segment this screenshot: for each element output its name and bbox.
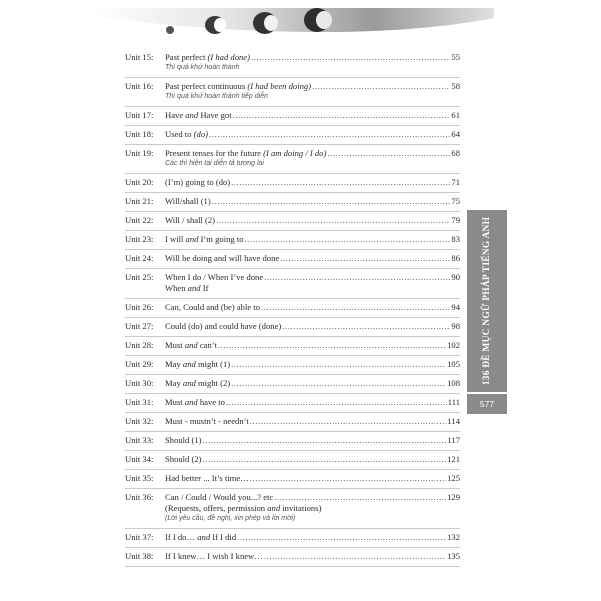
unit-label: Unit 34: [125, 454, 154, 464]
toc-line [125, 397, 460, 408]
toc-line [125, 215, 460, 226]
dot-leader [245, 234, 451, 245]
toc-entry [125, 78, 460, 107]
title-segment: might (1) [195, 359, 231, 369]
unit-title [165, 416, 249, 427]
page-ref: 71 [451, 177, 460, 187]
unit-title [165, 359, 230, 370]
toc-line [125, 551, 460, 562]
title-segment: Will be doing and will have done [165, 253, 280, 263]
page-ref: 111 [447, 397, 460, 407]
toc-line [125, 52, 460, 63]
page-ref: 102 [447, 340, 460, 350]
page-ref: 79 [451, 215, 460, 225]
unit-title [165, 340, 217, 351]
unit-title [165, 253, 279, 264]
toc-entry [125, 356, 460, 375]
toc-line [125, 473, 460, 484]
side-tab-text: 136 ĐỀ MỤC NGỮ PHÁP TIẾNG ANH [482, 216, 492, 386]
dot-leader [250, 416, 447, 427]
title-segment: and [182, 359, 196, 369]
unit-title [165, 272, 263, 283]
title-segment: I’m going to [198, 234, 244, 244]
unit-label: Unit 18: [125, 129, 154, 139]
title-segment: Had better ... It’s time… [165, 473, 249, 483]
dot-leader [261, 302, 450, 313]
dot-leader [282, 321, 450, 332]
page-ref: 94 [451, 302, 460, 312]
toc-entry [125, 212, 460, 231]
page-ref: 114 [447, 416, 460, 426]
toc-entry [125, 337, 460, 356]
subtitle-segment: and [267, 503, 281, 513]
dot-leader [250, 473, 446, 484]
toc-entry [125, 126, 460, 145]
title-segment: May [165, 378, 183, 388]
toc-line [125, 177, 460, 188]
dot-leader [231, 359, 446, 370]
toc-entry [125, 470, 460, 489]
title-segment: (I had done) [207, 52, 250, 62]
toc-line [125, 253, 460, 264]
unit-title [165, 473, 249, 484]
title-segment: and [197, 532, 211, 542]
dot-leader [203, 454, 447, 465]
dot-leader [264, 272, 450, 283]
title-segment: If I did [210, 532, 237, 542]
dot-leader [209, 129, 450, 140]
title-segment: and [185, 234, 199, 244]
toc-line [125, 272, 460, 283]
unit-title [165, 435, 202, 446]
title-segment: have to [197, 397, 225, 407]
dot-leader [218, 340, 446, 351]
decorative-header-banner [92, 8, 494, 38]
title-segment: I will [165, 234, 186, 244]
page-ref: 64 [451, 129, 460, 139]
toc-line [125, 340, 460, 351]
toc-line [125, 129, 460, 140]
unit-title [165, 302, 260, 313]
title-segment: If I do… [165, 532, 198, 542]
toc-entry [125, 451, 460, 470]
toc-entry [125, 250, 460, 269]
unit-label: Unit 25: [125, 272, 154, 282]
toc-line [125, 148, 460, 159]
dot-leader [203, 435, 447, 446]
unit-title [165, 454, 202, 465]
toc-entry [125, 193, 460, 212]
title-segment: Past perfect [165, 52, 208, 62]
unit-label: Unit 30: [125, 378, 154, 388]
subtitle-segment: When [165, 283, 188, 293]
title-segment: Used to [165, 129, 194, 139]
dot-leader [233, 110, 451, 121]
title-segment: Have got [198, 110, 232, 120]
page-ref: 132 [447, 532, 460, 542]
page-ref: 105 [447, 359, 460, 369]
toc-line [125, 110, 460, 121]
unit-label: Unit 29: [125, 359, 154, 369]
toc-line [125, 359, 460, 370]
toc-entry [125, 299, 460, 318]
toc-line [125, 234, 460, 245]
vietnamese-note: Thì quá khứ hoàn thành [165, 64, 240, 71]
page-ref: 129 [447, 492, 460, 502]
page-ref: 75 [451, 196, 460, 206]
title-segment: might (2) [195, 378, 231, 388]
dot-leader [274, 492, 446, 503]
unit-title [165, 148, 326, 159]
toc-entry [125, 548, 460, 567]
title-segment: Will/shall (1) [165, 196, 211, 206]
unit-title [165, 234, 244, 245]
title-segment: Present tenses for the future [165, 148, 264, 158]
unit-title [165, 110, 232, 121]
toc-line [125, 196, 460, 207]
title-segment: (do) [193, 129, 208, 139]
toc-line [125, 81, 460, 92]
unit-title [165, 215, 215, 226]
side-tab-title [467, 210, 507, 392]
dot-leader [280, 253, 450, 264]
title-segment: Can, Could and (be) able to [165, 302, 260, 312]
title-segment: and [185, 110, 199, 120]
title-segment: (I am doing / I do) [263, 148, 327, 158]
subtitle-segment: invitations) [280, 503, 322, 513]
dot-leader [237, 532, 446, 543]
unit-title [165, 532, 236, 543]
title-segment: and [182, 378, 196, 388]
title-segment: Past perfect continuous [165, 81, 248, 91]
unit-label: Unit 17: [125, 110, 154, 120]
page-ref: 86 [451, 253, 460, 263]
unit-title [165, 492, 273, 503]
unit-title [165, 196, 211, 207]
toc-entry [125, 318, 460, 337]
unit-label: Unit 35: [125, 473, 154, 483]
title-segment: Can / Could / Would you...? etc [165, 492, 274, 502]
toc-entry [125, 375, 460, 394]
unit-label: Unit 20: [125, 177, 154, 187]
unit-label: Unit 31: [125, 397, 154, 407]
toc-line [125, 492, 460, 503]
title-segment: May [165, 359, 183, 369]
page-ref: 90 [451, 272, 460, 282]
page-ref: 117 [447, 435, 460, 445]
title-segment: can’t [197, 340, 217, 350]
toc-line [125, 302, 460, 313]
vietnamese-note: (Lời yêu cầu, đề nghị, xin phép và lời mời) [165, 515, 296, 522]
page-ref: 121 [447, 454, 460, 464]
dot-leader [312, 81, 450, 92]
dot-leader [327, 148, 450, 159]
page-ref: 61 [451, 110, 460, 120]
toc-entry [125, 432, 460, 451]
table-of-contents [125, 49, 460, 567]
dot-leader [226, 397, 447, 408]
title-segment: When I do / When I’ve done [165, 272, 264, 282]
subtitle-segment: (Requests, offers, permission [165, 503, 268, 513]
unit-label: Unit 32: [125, 416, 154, 426]
title-segment: Must [165, 340, 185, 350]
dot-leader [216, 215, 450, 226]
title-segment: (I had been doing) [247, 81, 312, 91]
toc-entry [125, 529, 460, 548]
unit-subtitle [165, 283, 460, 294]
unit-label: Unit 23: [125, 234, 154, 244]
toc-entry [125, 107, 460, 126]
unit-title [165, 397, 225, 408]
dot-leader [231, 378, 446, 389]
title-segment: Will / shall (2) [165, 215, 216, 225]
page-number: 577 [479, 399, 495, 409]
unit-label: Unit 33: [125, 435, 154, 445]
dot-leader [264, 551, 446, 562]
page-ref: 83 [451, 234, 460, 244]
toc-line [125, 435, 460, 446]
title-segment: Have [165, 110, 186, 120]
unit-label: Unit 15: [125, 52, 154, 62]
unit-subtitle [165, 503, 460, 514]
toc-entry [125, 231, 460, 250]
page-ref: 108 [447, 378, 460, 388]
unit-label: Unit 21: [125, 196, 154, 206]
toc-entry [125, 413, 460, 432]
toc-entry [125, 394, 460, 413]
title-segment: Could (do) and could have (done) [165, 321, 282, 331]
unit-title [165, 129, 208, 140]
toc-line [125, 378, 460, 389]
toc-entry [125, 269, 460, 299]
toc-line [125, 454, 460, 465]
unit-label: Unit 22: [125, 215, 154, 225]
title-segment: Must - mustn’t - needn’t [165, 416, 249, 426]
title-segment: and [184, 397, 198, 407]
unit-title [165, 52, 250, 63]
toc-entry [125, 49, 460, 78]
dot-leader [251, 52, 450, 63]
unit-label: Unit 26: [125, 302, 154, 312]
unit-title [165, 551, 263, 562]
toc-line [125, 416, 460, 427]
unit-label: Unit 24: [125, 253, 154, 263]
dot-leader [212, 196, 451, 207]
page-ref: 68 [451, 148, 460, 158]
vietnamese-note: Thì quá khứ hoàn thành tiếp diễn [165, 93, 268, 100]
unit-label: Unit 16: [125, 81, 154, 91]
page-ref: 55 [451, 52, 460, 62]
title-segment: Must [165, 397, 185, 407]
toc-entry [125, 489, 460, 529]
subtitle-segment: and [187, 283, 201, 293]
unit-label: Unit 27: [125, 321, 154, 331]
unit-label: Unit 38: [125, 551, 154, 561]
unit-title [165, 378, 230, 389]
page-ref: 125 [447, 473, 460, 483]
unit-label: Unit 19: [125, 148, 154, 158]
toc-entry [125, 145, 460, 174]
toc-line [125, 321, 460, 332]
page-ref: 135 [447, 551, 460, 561]
page-ref: 58 [451, 81, 460, 91]
unit-label: Unit 28: [125, 340, 154, 350]
unit-label: Unit 36: [125, 492, 154, 502]
title-segment: Should (2) [165, 454, 202, 464]
unit-title [165, 177, 230, 188]
vietnamese-note: Các thì hiện tại diễn tả tương lai [165, 160, 264, 167]
unit-title [165, 321, 281, 332]
unit-label: Unit 37: [125, 532, 154, 542]
title-segment: Should (1) [165, 435, 202, 445]
toc-entry [125, 174, 460, 193]
unit-title [165, 81, 311, 92]
page-number-box [467, 394, 507, 414]
title-segment: (I’m) going to (do) [165, 177, 231, 187]
title-segment: If I knew… I wish I knew… [165, 551, 263, 561]
title-segment: and [184, 340, 198, 350]
dot-leader [231, 177, 450, 188]
page-ref: 98 [451, 321, 460, 331]
toc-line [125, 532, 460, 543]
subtitle-segment: If [200, 283, 209, 293]
